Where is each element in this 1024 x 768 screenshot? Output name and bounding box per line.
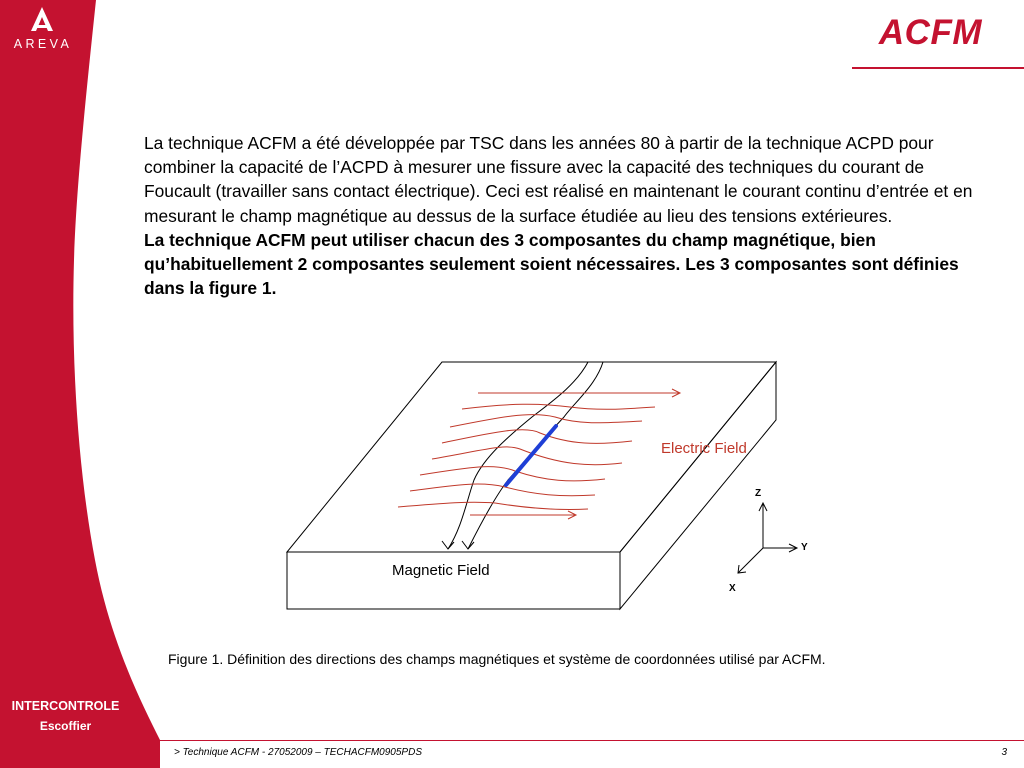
- axis-z-label: Z: [755, 488, 762, 499]
- specimen-block: [287, 362, 776, 609]
- title-divider: [852, 67, 1024, 69]
- intro-paragraph: La technique ACFM a été développée par TSC dans les années 80 à partir de la technique ACPD pour combiner la capacité de l’ACPD à mesurer une fissure avec la capacité des techniques du courant de Foucault (travailler sans contact électrique). Ceci est réalisé en maintenant le courant continu d’entrée et en mesurant le champ magnétique au dessus de la surface étudiée au lieu des tensions extérieures.: [144, 133, 973, 226]
- footer-reference: > Technique ACFM - 27052009 – TECHACFM0905PDS: [174, 747, 422, 758]
- company-title: INTERCONTROLE: [11, 699, 120, 713]
- body-text: [144, 131, 994, 300]
- page-title: ACFM: [878, 13, 982, 52]
- axis-y-label: Y: [801, 542, 808, 553]
- figure-caption: Figure 1. Définition des directions des champs magnétiques et système de coordonnées utilisé par ACFM.: [168, 651, 826, 667]
- axis-x-label: X: [729, 583, 736, 594]
- bold-paragraph: La technique ACFM peut utiliser chacun des 3 composantes du champ magnétique, bien qu’habituellement 2 composantes seulement soient nécessaires. Les 3 composantes sont définies dans la figure 1.: [144, 229, 959, 299]
- company-subtitle: Escoffier: [39, 719, 92, 733]
- logo-wordmark: AREVA: [13, 37, 73, 51]
- page-number: 3: [1001, 747, 1007, 758]
- acfm-diagram: [270, 345, 830, 620]
- magnetic-field-lines: [442, 362, 603, 549]
- company-name: [0, 699, 131, 734]
- electric-field-lines: [398, 389, 680, 519]
- footer-divider: [158, 740, 1024, 741]
- coordinate-axes: [738, 503, 797, 573]
- magnetic-field-label: Magnetic Field: [392, 562, 490, 579]
- electric-field-label: Electric Field: [661, 440, 747, 457]
